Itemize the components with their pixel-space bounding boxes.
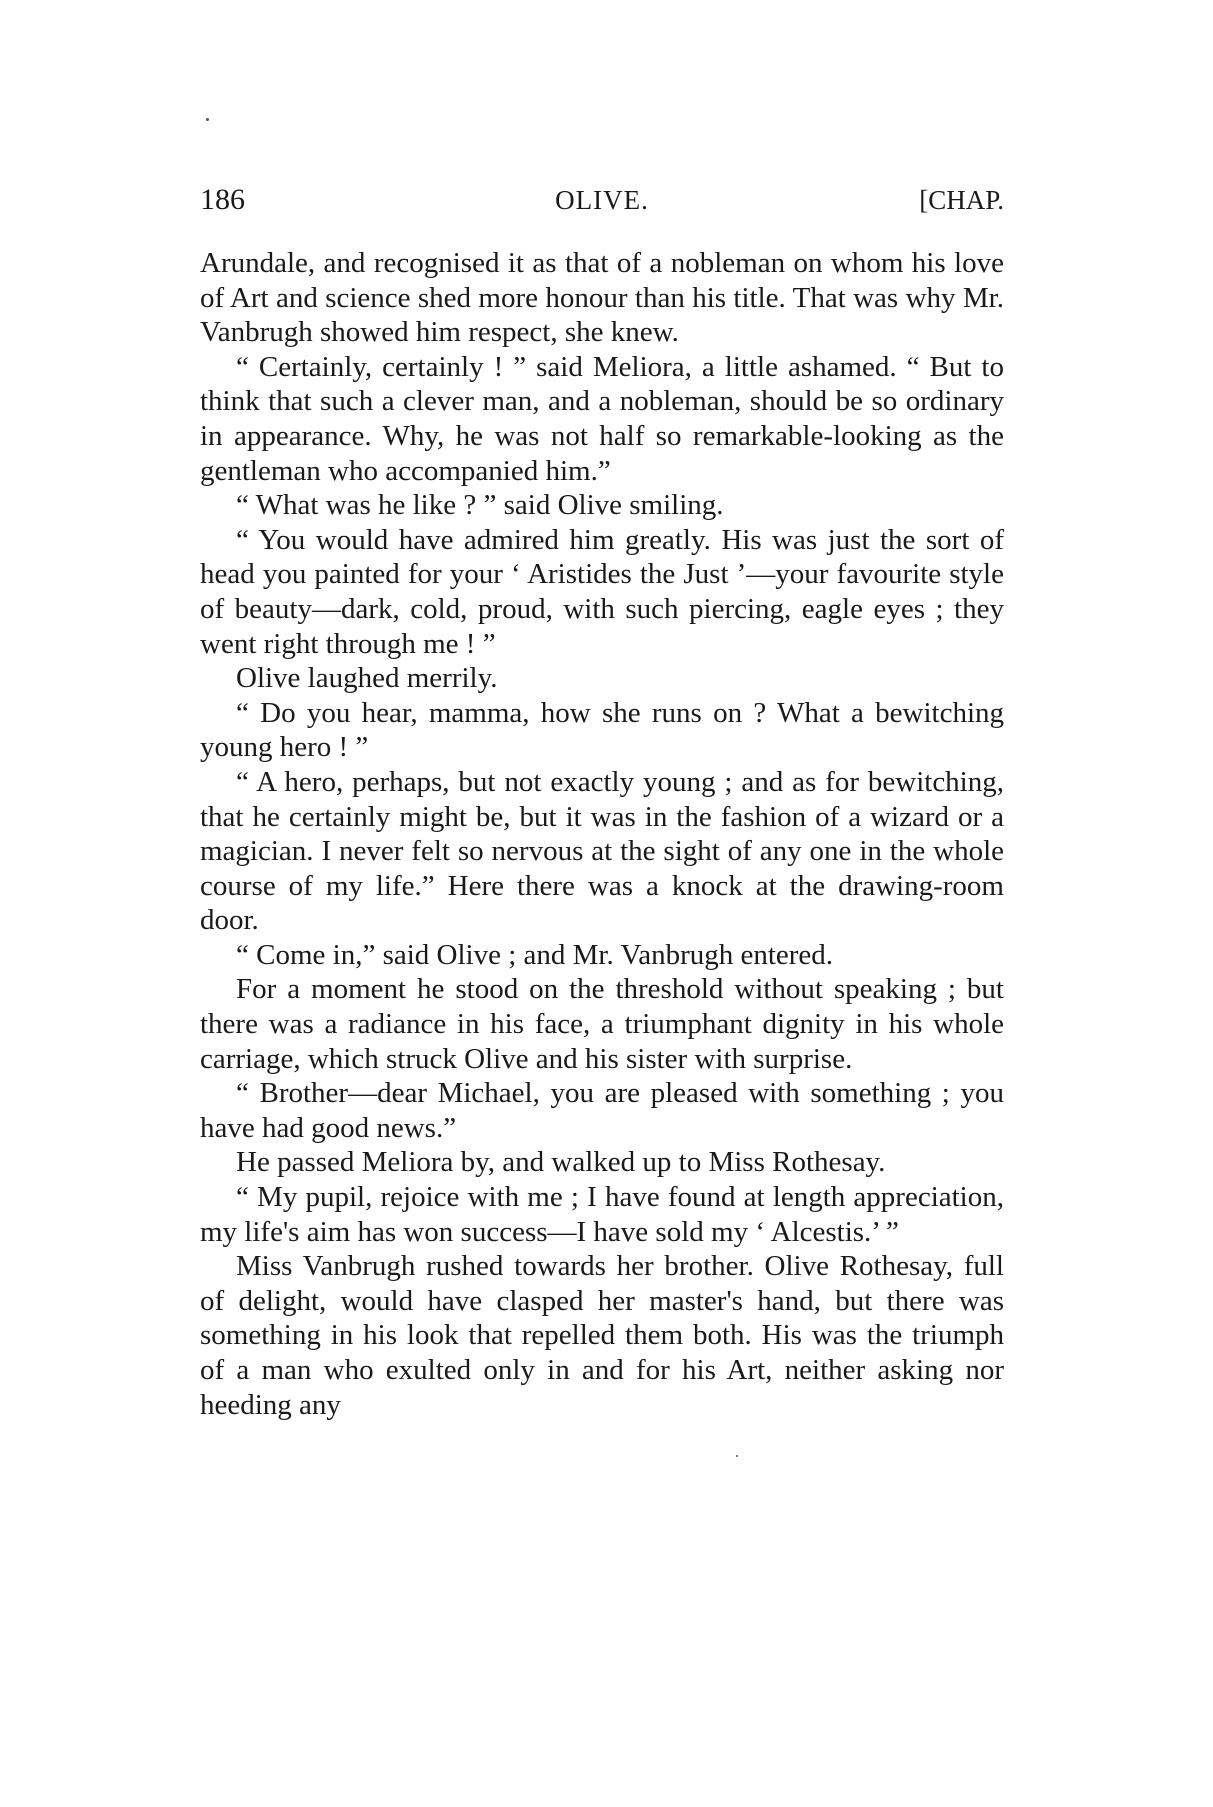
print-speck xyxy=(736,1455,738,1457)
print-speck xyxy=(206,118,209,121)
chapter-label: [CHAP. xyxy=(919,185,1004,215)
paragraph: “ A hero, perhaps, but not exactly young ; and as for bewitching, that he certainly might be, but it was in the fashion of a wizard or a magician. I never felt so nervous at the sight of any one in the whole course of my life.” Here there was a knock at the drawing-room door. xyxy=(200,765,1004,937)
page-number: 186 xyxy=(200,183,245,216)
paragraph: He passed Meliora by, and walked up to Miss Rothesay. xyxy=(236,1146,886,1179)
paragraph: “ What was he like ? ” said Olive smiling. xyxy=(236,489,724,522)
paragraph: “ Certainly, certainly ! ” said Meliora, a little ashamed. “ But to think that such a clever man, and a nobleman, should be so ordinary in appearance. Why, he was not half so remarkable-looking as the gentleman who accompanied him.” xyxy=(200,350,1004,487)
page-header xyxy=(200,180,1004,220)
paragraph: “ Come in,” said Olive ; and Mr. Vanbrugh entered. xyxy=(236,938,834,971)
paragraph: “ Brother—dear Michael, you are pleased with something ; you have had good news.” xyxy=(200,1077,1004,1144)
paragraph: Olive laughed merrily. xyxy=(236,662,498,695)
paragraph: For a moment he stood on the threshold without speaking ; but there was a radiance in his face, a triumphant dignity in his whole carriage, which struck Olive and his sister with surprise. xyxy=(200,973,1004,1075)
paragraph: “ Do you hear, mamma, how she runs on ? What a bewitching young hero ! ” xyxy=(200,696,1004,764)
paragraph: Arundale, and recognised it as that of a nobleman on whom his love of Art and science shed more honour than his title. That was why Mr. Vanbrugh showed him respect, she knew. xyxy=(200,247,1004,349)
paragraph: “ You would have admired him greatly. His was just the sort of head you painted for your ‘ Aristides the Just ’—your favourite style of beauty—dark, cold, proud, with such piercing, eagle eyes ; they went right through me ! ” xyxy=(200,523,1004,660)
paragraph: Miss Vanbrugh rushed towards her brother. Olive Rothesay, full of delight, would have clasped her master's hand, but there was something in his look that repelled them both. His was the triumph of a man who exulted only in and for his Art, neither asking nor heeding any xyxy=(200,1250,1004,1421)
body-text xyxy=(200,246,1004,1422)
paragraph: “ My pupil, rejoice with me ; I have found at length appreciation, my life's aim has won success—I have sold my ‘ Alcestis.’ ” xyxy=(200,1181,1004,1248)
running-title: OLIVE. xyxy=(555,185,649,215)
